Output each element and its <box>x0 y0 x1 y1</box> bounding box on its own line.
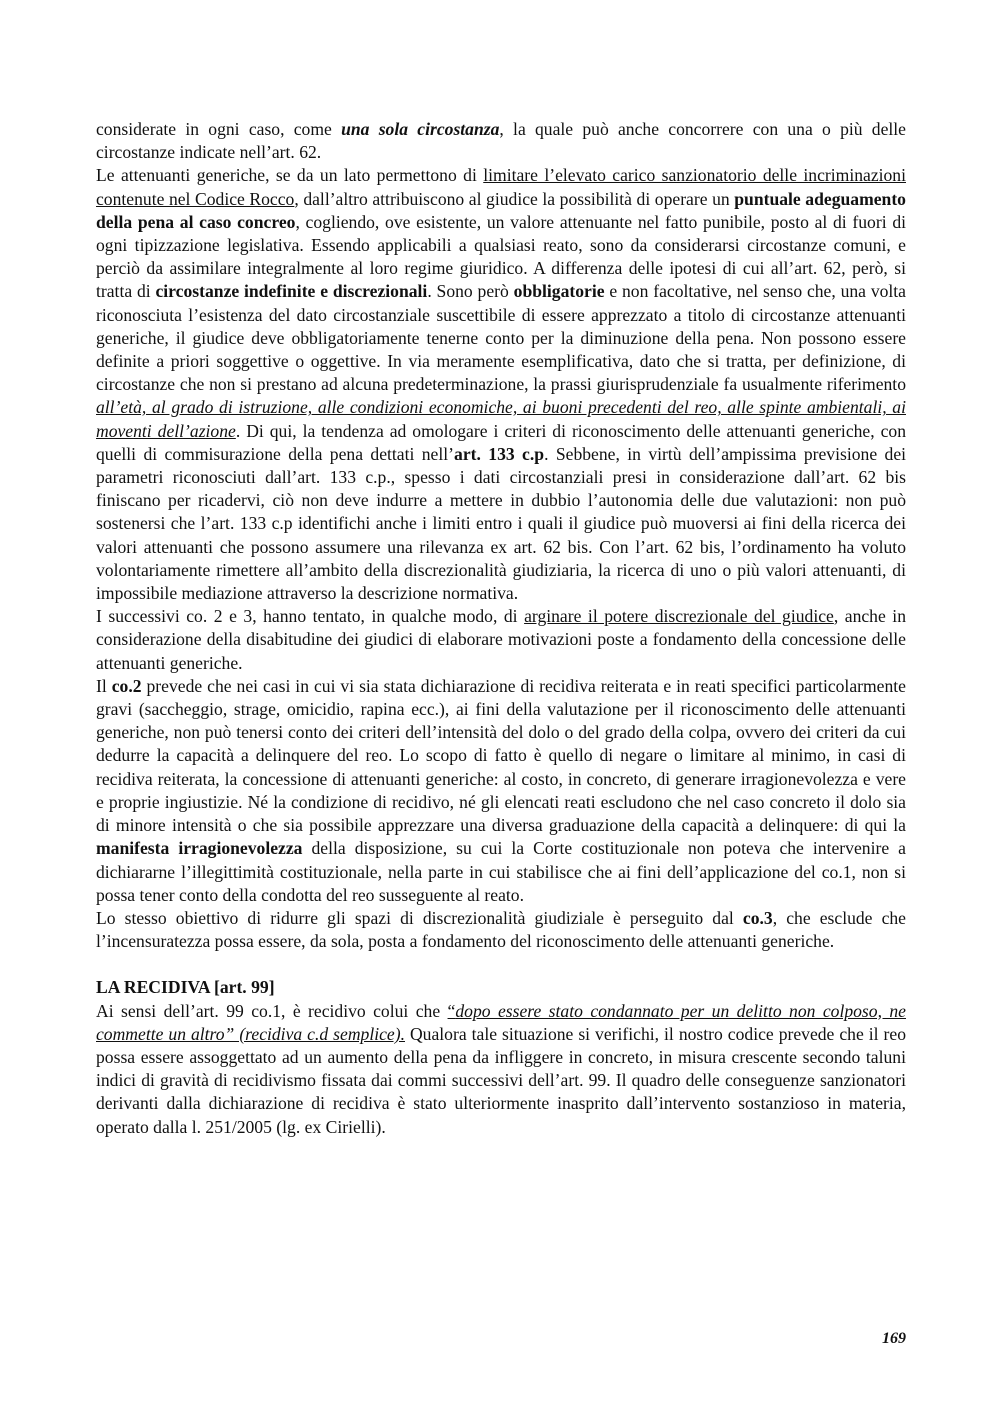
text: Il <box>96 675 112 696</box>
text: , la quale può anche concorrere con una o più delle circostanze indicate nell’art. 62. <box>96 119 906 163</box>
text: , cogliendo, ove esistente, un valore attenuante nel fatto punibile, posto al di fuori di ogni tipizzazione legislativa. Essendo applicabili a qualsiasi reato, sono da considerarsi circostanze comuni, e perciò da assimilare integralmente al loro regime giuridico. A differenza delle ipotesi di cui all’art. 62, però, si tratta di <box>96 211 907 302</box>
text: Ai sensi dell’art. 99 co.1, è recidivo colui che <box>96 1000 448 1021</box>
text: Qualora tale situazione si verifichi, il nostro codice prevede che il reo possa essere assoggettato ad un aumento della pena da infliggere in concreto, in misura crescente secondo taluni indici di gravità di recidivismo fissata dai commi successivi dell’art. 99. Il quadro delle conseguenze sanzionatori derivanti dalla dichiarazione di recidiva è stato ulteriormente inasprito dall’intervento sostanzioso in materia, operato dalla l. 251/2005 (lg. ex Cirielli). <box>96 1023 906 1137</box>
text: Lo stesso obiettivo di ridurre gli spazi di discrezionalità giudiziale è perseguito dal <box>96 907 743 928</box>
section-heading: LA RECIDIVA [art. 99] <box>96 977 275 998</box>
bold-text: obbligatorie <box>513 281 605 302</box>
text: . Sono però <box>427 281 514 302</box>
text: , anche in considerazione della disabitudine dei giudici di elaborare motivazioni poste a fondamento della concessione delle attenuanti generiche. <box>96 606 906 673</box>
text: , che esclude che l’incensuratezza possa essere, da sola, posta a fondamento del riconoscimento delle attenuanti generiche. <box>96 907 906 952</box>
underlined-italic-text: dopo essere stato condannato per un delitto non colposo, ne commette un altro” (recidiva c.d semplice). <box>96 1000 906 1044</box>
bold-text: circostanze indefinite e discrezionali <box>155 281 428 302</box>
page-number: 169 <box>882 1330 906 1347</box>
paragraph-4 <box>96 675 906 907</box>
text: . Di qui, la tendenza ad omologare i criteri di riconoscimento delle attenuanti generiche, con quelli di commisurazione della pena dettati nell’ <box>96 420 906 464</box>
paragraph-6 <box>96 1000 906 1139</box>
underlined-text: arginare il potere discrezionale del giudice <box>524 606 834 627</box>
underlined-text: limitare l’elevato carico sanzionatorio delle incriminazioni contenute nel Codice Rocco <box>96 165 906 209</box>
paragraph-1 <box>96 118 906 164</box>
text: . Sebbene, in virtù dell’ampissima previsione dei parametri riconosciuti dall’art. 133 c.p., spesso i dati circostanziali presi in considerazione dall’art. 62 bis finiscano per ricadervi, ciò non deve indurre a mettere in dubbio l’autonomia delle due valutazioni: non può sostenersi che l’art. 133 c.p identifichi anche i limiti entro i quali il giudice può muoversi ai fini della ricerca dei valori attenuanti che possono assumere una rilevanza ex art. 62 bis. Con l’art. 62 bis, l’ordinamento ha voluto volontariamente rimettere all’ambito della discrezionalità giudiziaria, la ricerca di uno o più valori attenuanti, di impossibile mediazione attraverso la descrizione normativa. <box>96 443 907 604</box>
bold-text: puntuale adeguamento della pena al caso concreo <box>96 188 906 232</box>
paragraph-2 <box>96 164 906 605</box>
bold-italic-text: una sola circostanza <box>341 119 500 139</box>
text: prevede che nei casi in cui vi sia stata dichiarazione di recidiva reiterata e in reati specifici particolarmente gravi (saccheggio, strage, omicidio, rapina ecc.), ai fini della valutazione per il riconoscimento delle attenuanti generiche, non può tenersi conto dei criteri dell’intensità del dolo o del grado della colpa, ovvero dei criteri da cui dedurre la capacità a delinquere del reo. Lo scopo di fatto è quello di negare o limitare al minimo, in casi di recidiva reiterata, la concessione di attenuanti generiche: al costo, in concreto, di generare irragionevolezza e vere e proprie ingiustizie. Né la condizione di recidivo, né gli elencati reati escludono che nel caso concreto il dolo sia di minore intensità o che sia possibile apprezzare una diversa graduazione della capacità a delinquere: di qui la <box>96 675 906 836</box>
underlined-text: “ <box>447 1000 456 1021</box>
text: , dall’altro attribuiscono al giudice la possibilità di operare un <box>294 188 735 209</box>
bold-text: co.3 <box>742 907 773 928</box>
text: I successivi co. 2 e 3, hanno tentato, in qualche modo, di <box>96 606 525 627</box>
paragraph-5 <box>96 907 906 953</box>
paragraph-3 <box>96 605 906 675</box>
underlined-italic-text: all’età, al grado di istruzione, alle condizioni economiche, ai buoni precedenti del reo, alle spinte ambientali, ai moventi dell’azione <box>96 397 906 441</box>
text: Le attenuanti generiche, se da un lato permettono di <box>96 165 484 186</box>
bold-text: co.2 <box>111 675 142 696</box>
bold-text: manifesta irragionevolezza <box>96 838 303 859</box>
text: considerate in ogni caso, come <box>96 119 342 139</box>
text: e non facoltative, nel senso che, una volta riconosciuta l’esistenza del dato circostanziale suscettibile di essere apprezzato a titolo di circostanze attenuanti generiche, il giudice deve obbligatoriamente tenerne conto per la diminuzione della pena. Non possono essere definite a priori soggettive o oggettive. In via meramente esemplificativa, dato che si tratta, per definizione, di circostanze che non si prestano ad alcuna predeterminazione, la prassi giurisprudenziale fa usualmente riferimento <box>96 281 906 395</box>
bold-text: art. 133 c.p <box>454 443 545 464</box>
text: della disposizione, su cui la Corte costituzionale non poteva che intervenire a dichiararne l’illegittimità costituzionale, nella parte in cui stabilisce che ai fini dell’applicazione del co.1, non si possa tener conto della condotta del reo susseguente al reato. <box>96 838 906 905</box>
document-body <box>96 118 906 1139</box>
